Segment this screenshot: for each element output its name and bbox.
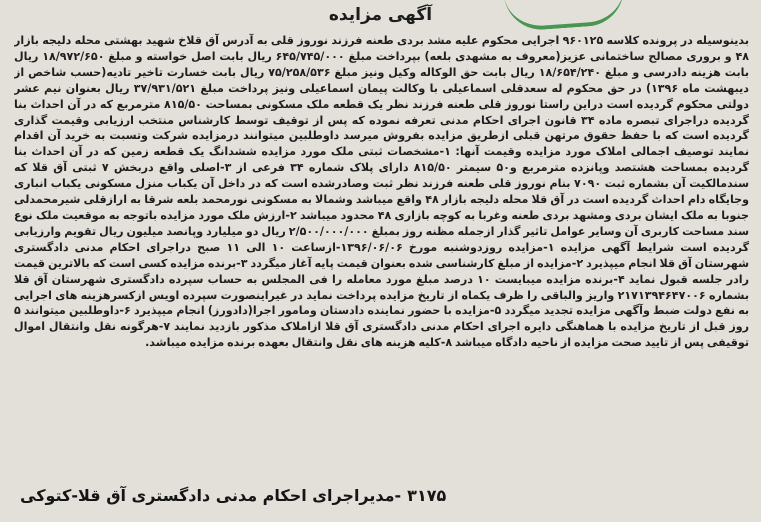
notice-code: ۳۱۷۵ [407, 486, 447, 505]
notice-footer [20, 486, 736, 512]
notice-body: بدینوسیله در پرونده کلاسه ۹۶۰۱۲۵ اجرایی محکوم علیه مشد بردی طعنه فرزند نوروز قلی به آدرس آق قلاخ شهید بهشتی محله دلیجه بازار ۴۸ و بروری مصالح ساختمانی عزیز(معروف به مشهدی بلعه) بپرداخت مبلغ ۶۴۵/۷۴۵/۰۰۰ ریال بابت اصل خواسته و مبلغ ۱۸/۹۷۲/۶۵۰ ریال بابت هزینه دادرسی و مبلغ ۱۸/۶۵۴/۲۴۰ ریال بابت حق الوکاله وکیل ونیز مبلغ ۷۵/۲۵۸/۵۳۶ ریال بابت خسارت تاخیر تادیه(حسب شاخص از دیبهشت ماه ۱۳۹۶) در حق محکوم له سعدقلی اسماعیلی با وکالت پیمان اسماعیلی ونیز پرداخت مبلغ ۳۷/۹۳۱/۵۲۱ ریال بعنوان نیم عشر دولتی محکوم گردیده است دراین راستا نوروز قلی طعنه فرزند نظر یک قطعه ملک مسکونی بمساحت ۸۱۵/۵۰ مترمربع که در آن احداث بنا گردیده دراجرای تبصره ماده ۳۴ قانون اجرای احکام مدنی تعرفه نموده که پس از توقیف توسط کارشناس منتخب ارزیابی وقیمت گذاری گردیده است که با حفظ حقوق مرتهن قبلی ازطریق مزایده بفروش میرسد داوطلبین میتوانند درمزایده شرکت وتسبت به خرید آن اقدام نمایند توصیف اجمالی املاک مورد مزایده وقیمت آنها: ۱-مشخصات ثبتی ملک مورد مزایده ششدانگ یک قطعه زمین که در آن احداث بنا گردیده بمساحت هشتصد وپانزده مترمربع و۵۰ سیمتر ۸۱۵/۵۰ دارای پلاک شماره ۳۴ فرعی از ۳-اصلی واقع دربخش ۷ ثبتی آق قلا که سندمالکیت آن بشماره ثبت ۷۰۹۰ بنام نوروز قلی طعنه فرزند نظر ثبت وصادرشده است که در داخل آن یکباب منزل مسکونی یکباب انباری وجایگاه دام احداث گردیده است در آق قلا محله دلیجه بازار ۴۸ واقع میباشد وشمالا به مسکونی نورمحمد بلعه شرقا به ارازقلی شیرمحمدلی جنوبا به ملک ایشان بردی ومشهد بردی طعنه وغربا به کوچه بازاری ۴۸ محدود میباشد ۲-ارزش ملک مورد مزایده باتوجه به موقعیت ملک نوع سند مساحت کاربری آن وسایر عوامل تاثیر گذار ازجمله مظنه روز بمبلغ ۲/۵۰۰/۰۰۰/۰۰۰ ریال دو میلیارد وپانصد میلیون ریال تقویم وارزیابی گردیده است شرایط آگهی مزایده ۱-مزایده روزدوشنبه مورخ ۱۳۹۶/۰۶/۰۶-ازساعت ۱۰ الی ۱۱ صبح دراجرای احکام مدنی دادگستری شهرستان آق قلا انجام میپذیرد ۲-مزایده از مبلغ کارشناسی شده بعنوان قیمت پایه آغاز میگردد ۳-برنده مزایده کسی است که بالاترین قیمت رادر جلسه قبول نماید ۴-برنده مزایده میبایست ۱۰ درصد مبلغ مورد معامله را فی المجلس به حساب سپرده دادگستری شهرستان آق قلا بشماره ۲۱۷۱۳۹۴۶۴۷۰۰۶ واریز والباقی را ظرف یکماه از تاریخ مزایده پرداخت نماید در غیراینصورت سپرده اویس ازکسرهزینه های اجرایی به نفع دولت ضبط وآگهی مزایده تجدید میگردد ۵-مزایده با حضور نماینده دادستان ومامور اجرا(دادورز) انجام میپذیرد ۶-داوطلبین میتوانند ۵ روز قبل از تاریخ مزایده با هماهنگی دایره اجرای احکام مدنی دادگستری آق قلا ازاملاک مذکور بازدید نمایند ۷-هرگونه نقل وانتقال اموال توقیفی پس از تایید صحت مزایده از ناحیه دادگاه میباشد ۸-کلیه هزینه های نقل وانتقال بعهده برنده مزایده میباشد. [14, 34, 749, 350]
notice-signature: -مدیراجرای احکام مدنی دادگستری آق قلا-کتوکی [20, 486, 402, 505]
notice-title: آگهی مزایده [328, 5, 433, 25]
